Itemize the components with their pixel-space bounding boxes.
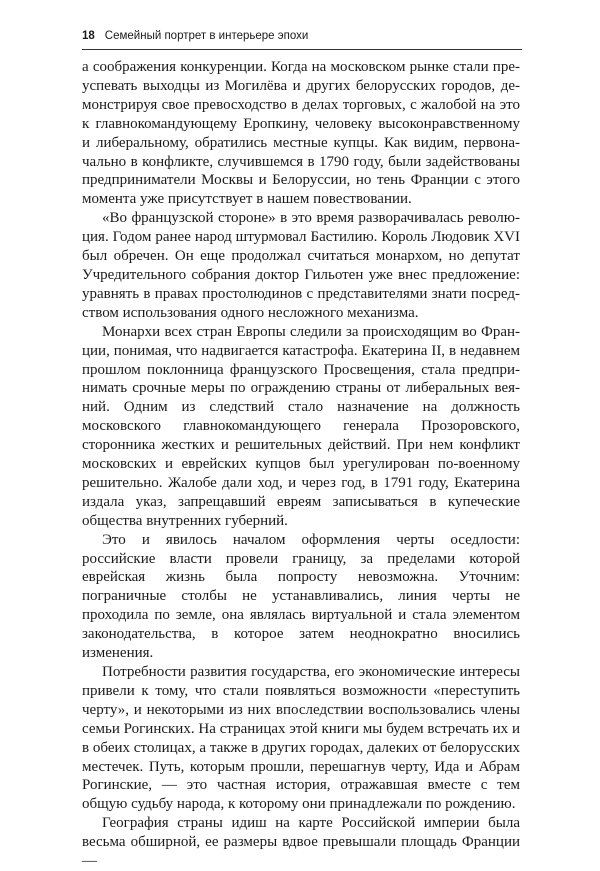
running-title: Семейный портрет в интерьере эпохи [104,30,309,42]
paragraph-4: Это и явилось началом оформления черты оседлости: российские власти провели границу, за пределами которой еврейская жизнь была попросту невозможна. Уточним: пограничные столбы не устанавливались, линия черты не проходила по земле, она являлась виртуальной и стала элементом законодательства, в которое затем неоднократно вносились изменения. [82,531,520,662]
page-number: 18 [82,30,95,42]
running-header [82,26,522,46]
paragraph-1: а соображения конкуренции. Когда на московском рынке стали преуспевать выходцы из Могилёва и других белорусских городов, демонстрируя свое превосходство в делах торговых, с жалобой на это к главнокомандующему Еропкину, человеку высоконравственному и либеральному, обратились местные купцы. Как видим, первоначально в конфликте, случившемся в 1790 году, были задействованы предприниматели Москвы и Белоруссии, но тень Франции с этого момента уже присутствует в нашем повествовании. [82,59,520,208]
paragraph-5: Потребности развития государства, его экономические интересы привели к тому, что стали появляться возможности «переступить черту», и некоторыми из них впоследствии воспользовались члены семьи Рогинских. На страницах этой книги мы будем встречать их и в обеих столицах, а также в других городах, далеких от белорусских местечек. Путь, которым прошли, перешагнув черту, Ида и Абрам Рогинские, — это частная история, отражавшая вместе с тем общую судьбу народа, к которому они принадлежали по рождению. [82,664,520,813]
paragraph-3: Монархи всех стран Европы следили за происходящим во Франции, понимая, что надвигается катастрофа. Екатерина II, в недавнем прошлом поклонница французского Просвещения, стала предпринимать срочные меры по ограждению страны от либеральных веяний. Одним из следствий стало назначение на должность московского главнокомандующего генерала Прозоровского, сторонника жестких и решительных действий. При нем конфликт московских и еврейских купцов был урегулирован по-военному решительно. Жалобе дали ход, и через год, в 1791 году, Екатерина издала указ, запрещавший евреям записываться в купеческие общества внутренних губерний. [82,323,520,529]
paragraph-6: География страны идиш на карте Российской империи была весьма обширной, ее размеры вдвое превышали площадь Франции — [82,815,520,870]
header-rule [82,49,522,50]
paragraph-2: «Во французской стороне» в это время разворачивалась революция. Годом ранее народ штурмовал Бастилию. Король Людовик XVI был обречен. Он еще продолжал считаться монархом, но депутат Учредительного собрания доктор Гильотен уже внес предложение: уравнять в правах простолюдинов с представителями знати посредством использования одного несложного механизма. [82,210,520,321]
body-text [82,58,520,871]
